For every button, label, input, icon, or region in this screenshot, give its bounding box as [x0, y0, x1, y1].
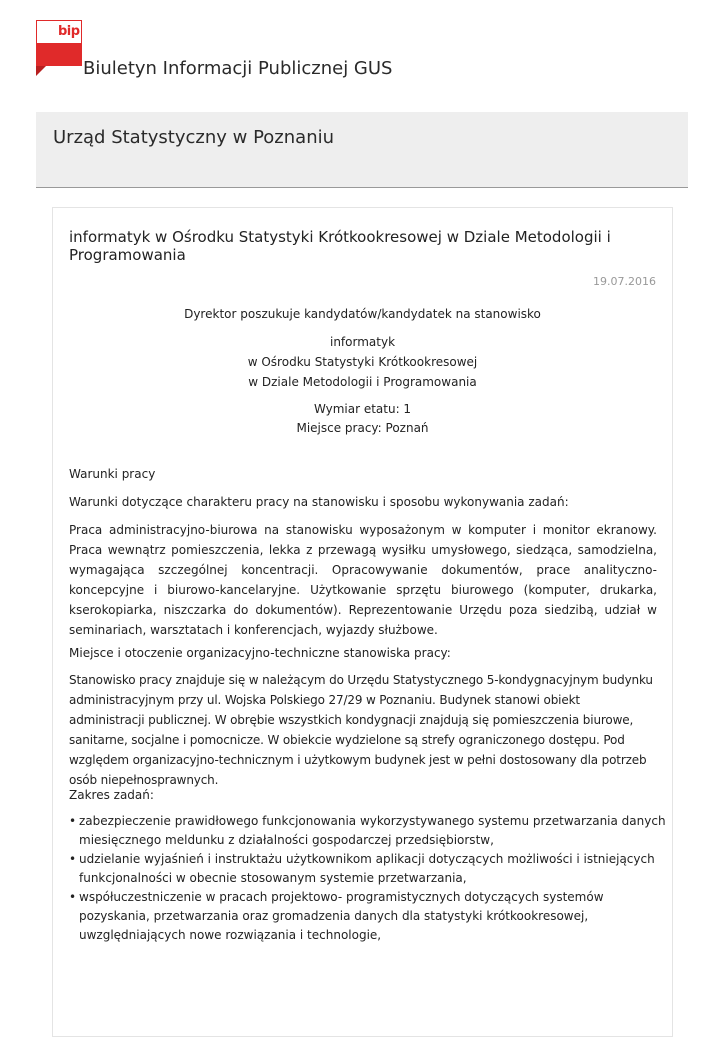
- logo-fold-icon: [36, 66, 46, 76]
- environment-text: Stanowisko pracy znajduje się w należącym do Urzędu Statystycznego 5-kondygnacyjnym budynku administracyjnym przy ul. Wojska Polskiego 27/29 w Poznaniu. Budynek stanowi obiekt administracji publicznej. W obrębie wszystkich kondygnacji znajdują się pomieszczenia biurowe, sanitarne, socjalne i pomocnicze. W obiekcie wydzielone są strefy ograniczonego dostępu. Pod względem organizacyjno-technicznym i użytkowym budynek jest w pełni dostosowany dla potrzeb osób niepełnosprawnych.: [69, 673, 653, 787]
- task-item-1: • zabezpieczenie prawidłowego funkcjonowania wykorzystywanego systemu przetwarzania danych miesięcznego meldunku z działalności gospodarczej przedsiębiorstw,: [79, 812, 667, 850]
- task-item-3: • współuczestniczenie w pracach projektowo- programistycznych dotyczących systemów pozyskania, przetwarzania oraz gromadzenia danych dla statystyki krótkookresowej, uwzględniających nowe rozwiązania i technologie,: [79, 888, 667, 945]
- position-line-3: w Dziale Metodologii i Programowania: [248, 375, 477, 389]
- article-title: informatyk w Ośrodku Statystyki Krótkookresowej w Dziale Metodologii i Programowania: [69, 228, 611, 264]
- tasks-heading: Zakres zadań:: [69, 788, 154, 802]
- article-card: [52, 207, 673, 1037]
- intro-text: Dyrektor poszukuje kandydatów/kandydatek na stanowisko: [184, 307, 541, 321]
- location-text: Miejsce pracy: Poznań: [296, 421, 429, 435]
- environment-heading: Miejsce i otoczenie organizacyjno-techniczne stanowiska pracy:: [69, 646, 451, 660]
- position-line-1: informatyk: [329, 335, 396, 349]
- workload-text: Wymiar etatu: 1: [313, 402, 412, 416]
- site-title[interactable]: Biuletyn Informacji Publicznej GUS: [83, 58, 393, 79]
- office-header: [36, 112, 688, 188]
- conditions-subheading: Warunki dotyczące charakteru pracy na stanowisku i sposobu wykonywania zadań:: [69, 495, 569, 509]
- tasks-list: [69, 812, 667, 945]
- logo-red-band: [36, 43, 82, 66]
- position-line-2: w Ośrodku Statystyki Krótkookresowej: [247, 355, 478, 369]
- article-date: 19.07.2016: [593, 275, 656, 288]
- office-name[interactable]: Urząd Statystyczny w Poznaniu: [53, 127, 335, 148]
- task-item-2: • udzielanie wyjaśnień i instruktażu użytkownikom aplikacji dotyczących możliwości i istniejących funkcjonalności w obecnie stosowanym systemie przetwarzania,: [79, 850, 667, 888]
- conditions-heading: Warunki pracy: [69, 467, 156, 481]
- logo-text: bip: [58, 24, 80, 39]
- conditions-text: Praca administracyjno-biurowa na stanowisku wyposażonym w komputer i monitor ekranowy. Praca wewnątrz pomieszczenia, lekka z przewagą wysiłku umysłowego, siedząca, samodzielna, wymagająca szczególnej koncentracji. Opracowywanie dokumentów, prace analityczno-koncepcyjne i biurowo-kancelaryjne. Użytkowanie sprzętu biurowego (komputer, drukarka, kserokopiarka, niszczarka do dokumentów). Reprezentowanie Urzędu poza siedzibą, udział w seminariach, warsztatach i konferencjach, wyjazdy służbowe.: [69, 523, 657, 637]
